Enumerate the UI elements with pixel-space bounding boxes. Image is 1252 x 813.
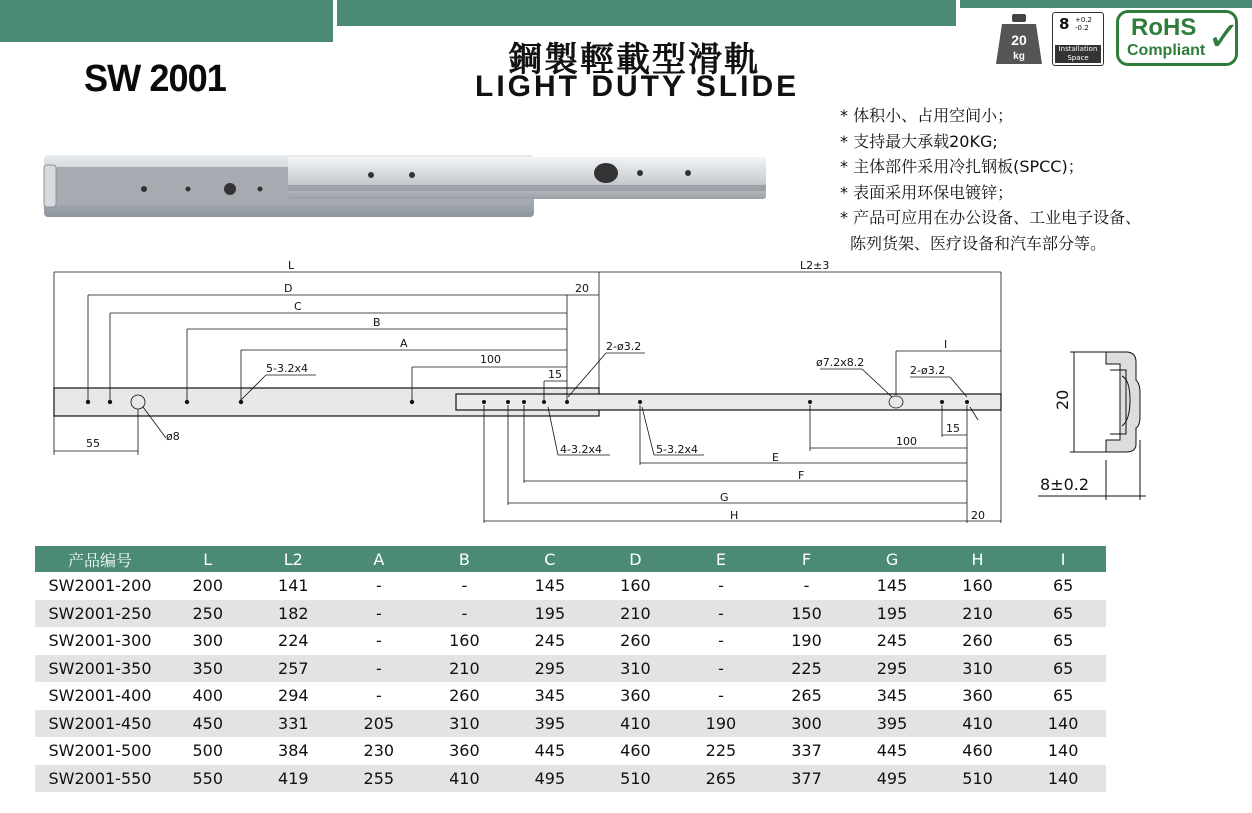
col-header: L bbox=[165, 546, 251, 572]
value-cell: 295 bbox=[507, 655, 593, 683]
feature-item: * 主体部件采用冷扎钢板(SPCC)； bbox=[840, 157, 1084, 176]
spec-table bbox=[35, 546, 1106, 792]
header-band-left bbox=[0, 0, 333, 42]
model-cell: SW2001-550 bbox=[35, 765, 165, 793]
table-row bbox=[35, 572, 1106, 600]
section-width: 8±0.2 bbox=[1040, 475, 1090, 494]
value-cell: 250 bbox=[165, 600, 251, 628]
header-band-center bbox=[337, 0, 956, 26]
table-row bbox=[35, 655, 1106, 683]
table-row bbox=[35, 737, 1106, 765]
col-header: 产品编号 bbox=[35, 546, 165, 572]
value-cell: 195 bbox=[507, 600, 593, 628]
dim-100b: 100 bbox=[896, 435, 917, 448]
value-cell: 225 bbox=[678, 737, 764, 765]
col-header: D bbox=[593, 546, 679, 572]
dim-20a: 20 bbox=[575, 282, 589, 295]
cross-section-drawing bbox=[1030, 340, 1150, 500]
checkmark-icon: ✓ bbox=[1207, 14, 1241, 60]
value-cell: 500 bbox=[165, 737, 251, 765]
hole-4-32x4: 4-3.2x4 bbox=[560, 443, 602, 456]
product-photo bbox=[40, 145, 780, 225]
rohs-text: RoHS bbox=[1131, 14, 1197, 41]
dim-I: I bbox=[944, 338, 948, 351]
feature-list bbox=[840, 103, 1141, 256]
dim-D: D bbox=[284, 282, 293, 295]
value-cell: 350 bbox=[165, 655, 251, 683]
value-cell: 190 bbox=[678, 710, 764, 738]
hole-5-32x4: 5-3.2x4 bbox=[266, 362, 308, 375]
weight-unit: kg bbox=[1013, 51, 1025, 62]
dim-B: B bbox=[373, 316, 381, 329]
col-header: I bbox=[1020, 546, 1106, 572]
model-cell: SW2001-500 bbox=[35, 737, 165, 765]
value-cell: 410 bbox=[593, 710, 679, 738]
value-cell: 65 bbox=[1020, 682, 1106, 710]
compliant-text: Compliant bbox=[1127, 42, 1206, 59]
dimension-drawing bbox=[40, 255, 1040, 530]
space-label-2: Space bbox=[1067, 54, 1089, 62]
col-header: A bbox=[336, 546, 422, 572]
model-cell: SW2001-350 bbox=[35, 655, 165, 683]
value-cell: 331 bbox=[251, 710, 337, 738]
value-cell: 384 bbox=[251, 737, 337, 765]
value-cell: 260 bbox=[593, 627, 679, 655]
value-cell: 65 bbox=[1020, 655, 1106, 683]
value-cell: 195 bbox=[849, 600, 935, 628]
weight-value: 20 bbox=[1011, 32, 1027, 48]
dim-C: C bbox=[294, 300, 302, 313]
model-cell: SW2001-400 bbox=[35, 682, 165, 710]
value-cell: 419 bbox=[251, 765, 337, 793]
value-cell: 410 bbox=[422, 765, 508, 793]
value-cell: 230 bbox=[336, 737, 422, 765]
value-cell: 345 bbox=[507, 682, 593, 710]
title-english: LIGHT DUTY SLIDE bbox=[475, 70, 800, 103]
dim-55: 55 bbox=[86, 437, 100, 450]
feature-item: * 产品可应用在办公设备、工业电子设备、 bbox=[840, 208, 1142, 227]
value-cell: 377 bbox=[764, 765, 850, 793]
table-row bbox=[35, 682, 1106, 710]
value-cell: - bbox=[336, 600, 422, 628]
model-cell: SW2001-250 bbox=[35, 600, 165, 628]
value-cell: 224 bbox=[251, 627, 337, 655]
value-cell: - bbox=[336, 572, 422, 600]
value-cell: 145 bbox=[507, 572, 593, 600]
value-cell: 65 bbox=[1020, 600, 1106, 628]
section-height: 20 bbox=[1053, 389, 1072, 410]
dim-L2: L2±3 bbox=[800, 259, 830, 272]
value-cell: 495 bbox=[849, 765, 935, 793]
value-cell: 445 bbox=[849, 737, 935, 765]
value-cell: 141 bbox=[251, 572, 337, 600]
model-cell: SW2001-300 bbox=[35, 627, 165, 655]
tol-plus: +0.2 bbox=[1075, 16, 1092, 24]
value-cell: 200 bbox=[165, 572, 251, 600]
value-cell: - bbox=[678, 572, 764, 600]
table-header-row bbox=[35, 546, 1106, 572]
table-row bbox=[35, 627, 1106, 655]
col-header: L2 bbox=[251, 546, 337, 572]
value-cell: 310 bbox=[935, 655, 1021, 683]
hole-5-32x4b: 5-3.2x4 bbox=[656, 443, 698, 456]
model-cell: SW2001-450 bbox=[35, 710, 165, 738]
dim-20b: 20 bbox=[971, 509, 985, 522]
hole-2-32b: 2-ø3.2 bbox=[910, 364, 946, 377]
value-cell: 140 bbox=[1020, 710, 1106, 738]
value-cell: 260 bbox=[935, 627, 1021, 655]
value-cell: 160 bbox=[593, 572, 679, 600]
value-cell: 460 bbox=[935, 737, 1021, 765]
col-header: G bbox=[849, 546, 935, 572]
col-header: B bbox=[422, 546, 508, 572]
value-cell: 65 bbox=[1020, 627, 1106, 655]
dim-15a: 15 bbox=[548, 368, 562, 381]
model-number: SW 2001 bbox=[84, 58, 226, 100]
value-cell: 265 bbox=[678, 765, 764, 793]
value-cell: 310 bbox=[593, 655, 679, 683]
value-cell: 257 bbox=[251, 655, 337, 683]
value-cell: 140 bbox=[1020, 765, 1106, 793]
value-cell: - bbox=[764, 572, 850, 600]
value-cell: 260 bbox=[422, 682, 508, 710]
tol-minus: -0.2 bbox=[1075, 24, 1089, 32]
value-cell: 445 bbox=[507, 737, 593, 765]
value-cell: - bbox=[422, 572, 508, 600]
value-cell: 65 bbox=[1020, 572, 1106, 600]
table-row bbox=[35, 765, 1106, 793]
table-row bbox=[35, 710, 1106, 738]
value-cell: 210 bbox=[593, 600, 679, 628]
value-cell: 190 bbox=[764, 627, 850, 655]
value-cell: - bbox=[678, 627, 764, 655]
value-cell: 205 bbox=[336, 710, 422, 738]
dim-15b: 15 bbox=[946, 422, 960, 435]
value-cell: - bbox=[678, 655, 764, 683]
feature-item: * 表面采用环保电镀锌； bbox=[840, 182, 1014, 202]
value-cell: 145 bbox=[849, 572, 935, 600]
title-chinese: 鋼製輕載型滑軌 bbox=[508, 40, 760, 80]
value-cell: 360 bbox=[935, 682, 1021, 710]
dim-100a: 100 bbox=[480, 353, 501, 366]
dim-H: H bbox=[730, 509, 739, 522]
feature-item: * 支持最大承载20KG; bbox=[840, 131, 998, 151]
value-cell: 265 bbox=[764, 682, 850, 710]
col-header: H bbox=[935, 546, 1021, 572]
value-cell: 300 bbox=[764, 710, 850, 738]
value-cell: 395 bbox=[849, 710, 935, 738]
model-cell: SW2001-200 bbox=[35, 572, 165, 600]
value-cell: 450 bbox=[165, 710, 251, 738]
value-cell: 182 bbox=[251, 600, 337, 628]
value-cell: 410 bbox=[935, 710, 1021, 738]
value-cell: - bbox=[678, 600, 764, 628]
value-cell: 360 bbox=[422, 737, 508, 765]
col-header: E bbox=[678, 546, 764, 572]
space-label-1: Installation bbox=[1058, 45, 1098, 53]
installation-space-badge bbox=[1052, 12, 1104, 66]
hole-8: ø8 bbox=[166, 430, 180, 443]
value-cell: 460 bbox=[593, 737, 679, 765]
value-cell: 510 bbox=[935, 765, 1021, 793]
value-cell: 150 bbox=[764, 600, 850, 628]
col-header: F bbox=[764, 546, 850, 572]
value-cell: 550 bbox=[165, 765, 251, 793]
col-header: C bbox=[507, 546, 593, 572]
space-label bbox=[1055, 45, 1101, 63]
value-cell: 160 bbox=[422, 627, 508, 655]
value-cell: - bbox=[336, 682, 422, 710]
dim-E: E bbox=[772, 451, 779, 464]
value-cell: 345 bbox=[849, 682, 935, 710]
hole-72x82: ø7.2x8.2 bbox=[816, 356, 865, 369]
value-cell: - bbox=[336, 627, 422, 655]
value-cell: 245 bbox=[849, 627, 935, 655]
rohs-badge bbox=[1116, 10, 1241, 66]
value-cell: 245 bbox=[507, 627, 593, 655]
value-cell: 310 bbox=[422, 710, 508, 738]
dim-A: A bbox=[400, 337, 408, 350]
value-cell: 337 bbox=[764, 737, 850, 765]
value-cell: 495 bbox=[507, 765, 593, 793]
hole-2-32a: 2-ø3.2 bbox=[606, 340, 642, 353]
value-cell: 510 bbox=[593, 765, 679, 793]
weight-icon bbox=[994, 12, 1044, 66]
value-cell: 210 bbox=[422, 655, 508, 683]
value-cell: 400 bbox=[165, 682, 251, 710]
value-cell: 294 bbox=[251, 682, 337, 710]
inner-rail bbox=[456, 394, 1001, 410]
value-cell: 395 bbox=[507, 710, 593, 738]
load-weight-badge bbox=[994, 12, 1044, 66]
value-cell: 210 bbox=[935, 600, 1021, 628]
value-cell: 140 bbox=[1020, 737, 1106, 765]
feature-item: * 体积小、占用空间小； bbox=[840, 106, 1014, 125]
value-cell: - bbox=[336, 655, 422, 683]
value-cell: 225 bbox=[764, 655, 850, 683]
value-cell: 255 bbox=[336, 765, 422, 793]
header-band-right bbox=[960, 0, 1252, 8]
value-cell: 360 bbox=[593, 682, 679, 710]
space-value: 8 bbox=[1059, 15, 1070, 33]
value-cell: 160 bbox=[935, 572, 1021, 600]
value-cell: 295 bbox=[849, 655, 935, 683]
dim-G: G bbox=[720, 491, 729, 504]
value-cell: 300 bbox=[165, 627, 251, 655]
dim-F: F bbox=[798, 469, 805, 482]
value-cell: - bbox=[678, 682, 764, 710]
feature-item: 陈列货架、医疗设备和汽车部分等。 bbox=[850, 233, 1107, 253]
space-tolerance bbox=[1075, 16, 1092, 32]
value-cell: - bbox=[422, 600, 508, 628]
table-row bbox=[35, 600, 1106, 628]
dim-L: L bbox=[288, 259, 295, 272]
